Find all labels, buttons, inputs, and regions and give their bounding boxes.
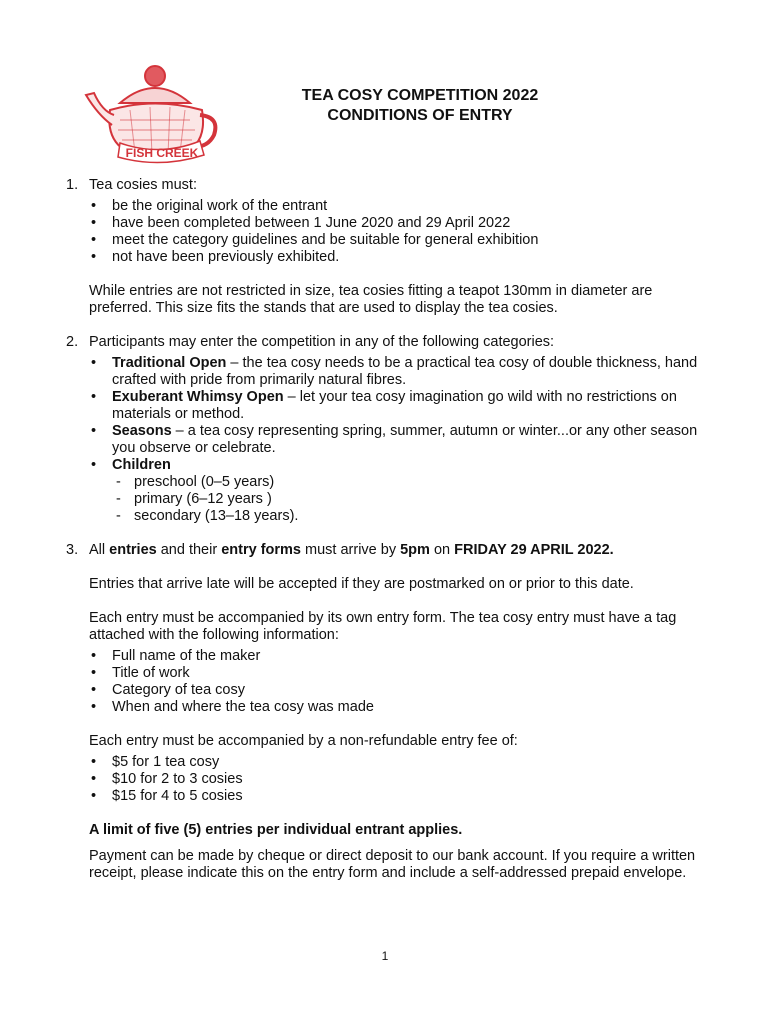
list-item — [89, 457, 704, 525]
title-line-1: TEA COSY COMPETITION 2022 — [301, 87, 539, 104]
document-body — [64, 177, 704, 882]
list-item: • Full name of the maker — [89, 648, 704, 665]
entry-limit: A limit of five (5) entries per individual entrant applies. — [89, 822, 463, 838]
section-number: 3. — [66, 542, 79, 558]
section-heading: Participants may enter the competition in any of the following categories: — [89, 334, 555, 350]
children-sublist — [112, 474, 704, 525]
list-item: • meet the category guidelines and be suitable for general exhibition — [89, 232, 704, 249]
category-name: Traditional Open — [112, 355, 227, 371]
list-item: • be the original work of the entrant — [89, 198, 704, 215]
list-item: - primary (6–12 years ) — [112, 491, 704, 508]
page-number: 1 — [381, 949, 389, 963]
list-item: • not have been previously exhibited. — [89, 249, 704, 266]
page-title — [200, 86, 640, 126]
list-item: • $10 for 2 to 3 cosies — [89, 771, 704, 788]
list-item: - secondary (13–18 years). — [112, 508, 704, 525]
list-item: • Title of work — [89, 665, 704, 682]
logo-text: FISH CREEK — [125, 146, 199, 160]
section-number: 2. — [66, 334, 79, 350]
section-3 — [64, 542, 704, 882]
category-desc: – let your tea cosy imagination go wild with no restrictions on materials or method. — [112, 389, 677, 422]
late-entries-note: Entries that arrive late will be accepted if they are postmarked on or prior to this date. — [89, 576, 634, 592]
section-heading: Tea cosies must: — [89, 177, 197, 193]
category-list — [89, 355, 704, 525]
title-line-2: CONDITIONS OF ENTRY — [327, 107, 513, 124]
bullet-list — [89, 198, 704, 266]
category-desc: – the tea cosy needs to be a practical tea cosy of double thickness, hand crafted with pride from primarily natural fibres. — [112, 355, 698, 388]
list-item: • When and where the tea cosy was made — [89, 699, 704, 716]
list-item — [89, 355, 704, 389]
category-name: Exuberant Whimsy Open — [112, 389, 284, 405]
section-1 — [64, 177, 704, 317]
tag-info-list — [89, 648, 704, 716]
list-item: • $15 for 4 to 5 cosies — [89, 788, 704, 805]
category-desc: – a tea cosy representing spring, summer, autumn or winter...or any other season you observe or celebrate. — [112, 423, 698, 456]
deadline-statement: All entries and their entry forms must arrive by 5pm on FRIDAY 29 APRIL 2022. — [89, 542, 614, 558]
section-number: 1. — [66, 177, 79, 193]
size-note: While entries are not restricted in size, tea cosies fitting a teapot 130mm in diameter are preferred. This size fits the stands that are used to display the tea cosies. — [89, 283, 653, 316]
section-2 — [64, 334, 704, 525]
list-item: • $5 for 1 tea cosy — [89, 754, 704, 771]
payment-info: Payment can be made by cheque or direct deposit to our bank account. If you require a written receipt, please indicate this on the entry form and include a self-addressed prepaid envelope. — [89, 848, 696, 881]
category-name: Children — [112, 457, 171, 473]
fee-intro: Each entry must be accompanied by a non-refundable entry fee of: — [89, 733, 518, 749]
list-item: • have been completed between 1 June 2020 and 29 April 2022 — [89, 215, 704, 232]
tag-intro: Each entry must be accompanied by its own entry form. The tea cosy entry must have a tag attached with the following information: — [89, 610, 677, 643]
list-item — [89, 389, 704, 423]
list-item: • Category of tea cosy — [89, 682, 704, 699]
category-name: Seasons — [112, 423, 172, 439]
list-item — [89, 423, 704, 457]
list-item: - preschool (0–5 years) — [112, 474, 704, 491]
fee-list — [89, 754, 704, 805]
